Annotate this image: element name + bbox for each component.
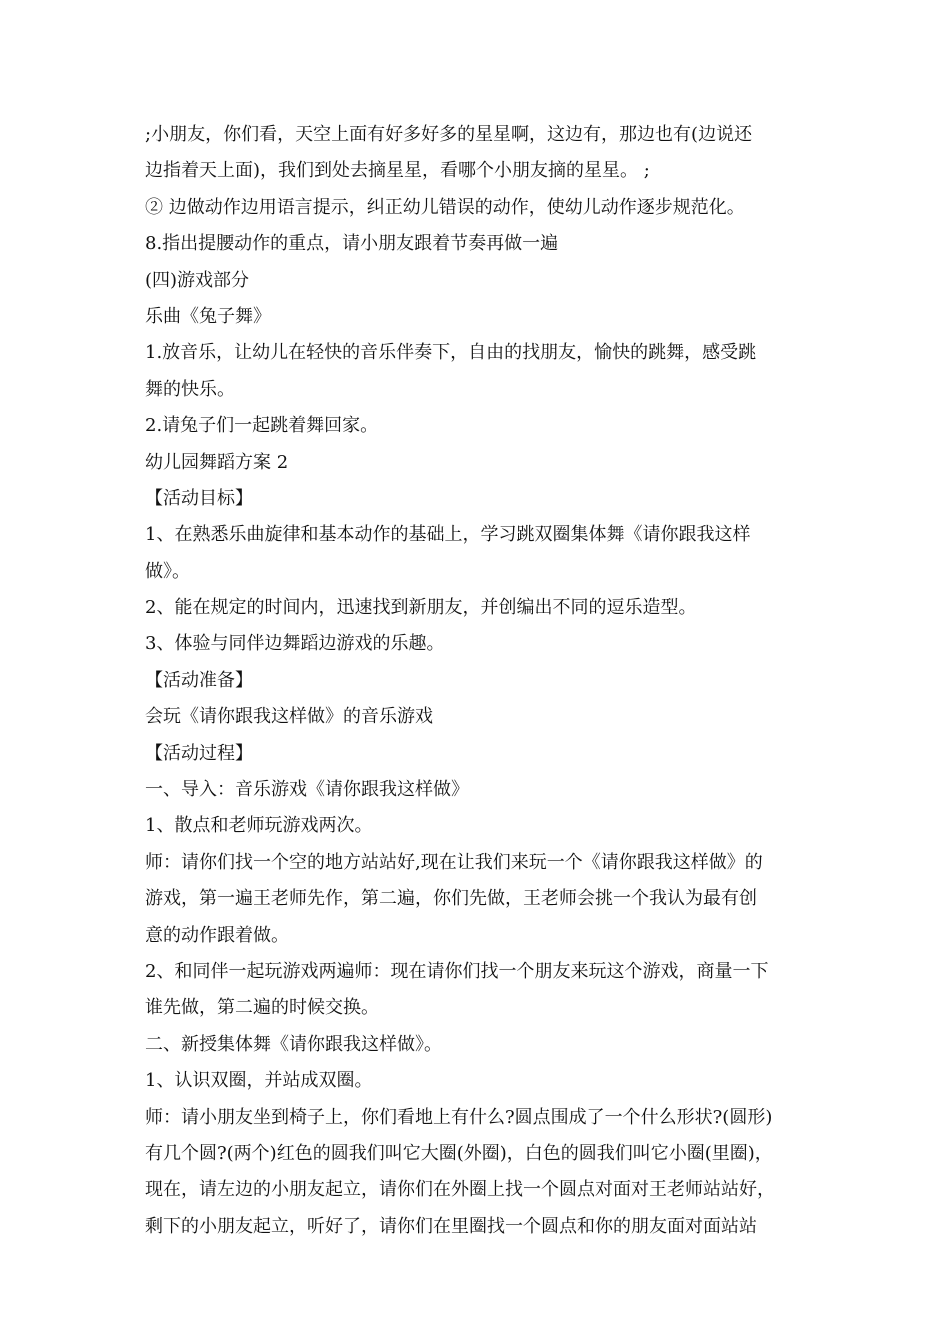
text-line: 剩下的小朋友起立，听好了，请你们在里圈找一个圆点和你的朋友面对面站站 <box>145 1215 757 1237</box>
section-heading: 【活动过程】 <box>145 742 253 764</box>
text-line: 现在，请左边的小朋友起立，请你们在外圈上找一个圆点对面对王老师站站好， <box>145 1179 775 1201</box>
text-line: 2、和同伴一起玩游戏两遍师：现在请你们找一个朋友来玩这个游戏，商量一下 <box>145 960 769 982</box>
text-line: 1、认识双圈，并站成双圈。 <box>145 1070 373 1092</box>
text-line: 1.放音乐，让幼儿在轻快的音乐伴奏下，自由的找朋友，愉快的跳舞，感受跳 <box>145 342 757 364</box>
document-title: 幼儿园舞蹈方案 2 <box>145 451 289 473</box>
text-line: ;小朋友，你们看，天空上面有好多好多的星星啊，这边有，那边也有(边说还 <box>145 124 753 145</box>
section-heading: 【活动目标】 <box>145 487 253 509</box>
text-line: 边指着天上面)，我们到处去摘星星，看哪个小朋友摘的星星。 ; <box>145 160 650 182</box>
text-line: 会玩《请你跟我这样做》的音乐游戏 <box>145 706 433 728</box>
text-line: 乐曲《兔子舞》 <box>145 305 271 327</box>
section-heading: (四)游戏部分 <box>145 269 250 291</box>
text-line: ② 边做动作边用语言提示，纠正幼儿错误的动作，使幼儿动作逐步规范化。 <box>145 196 745 218</box>
text-line: 师：请小朋友坐到椅子上，你们看地上有什么?圆点围成了一个什么形状?(圆形) <box>145 1106 773 1128</box>
text-line: 游戏，第一遍王老师先作，第二遍，你们先做，王老师会挑一个我认为最有创 <box>145 888 757 910</box>
text-line: 2.请兔子们一起跳着舞回家。 <box>145 415 379 437</box>
text-line: 二、新授集体舞《请你跟我这样做》。 <box>145 1033 442 1055</box>
text-line: 3、体验与同伴边舞蹈边游戏的乐趣。 <box>145 633 445 655</box>
document-body <box>145 117 815 1245</box>
text-line: 谁先做，第二遍的时候交换。 <box>145 997 379 1019</box>
text-line: 舞的快乐。 <box>145 378 235 400</box>
text-line: 1、在熟悉乐曲旋律和基本动作的基础上，学习跳双圈集体舞《请你跟我这样 <box>145 524 751 546</box>
text-line: 有几个圆?(两个)红色的圆我们叫它大圈(外圈)，白色的圆我们叫它小圈(里圈)， <box>145 1142 773 1164</box>
text-line: 意的动作跟着做。 <box>145 924 289 946</box>
text-line: 师：请你们找一个空的地方站站好,现在让我们来玩一个《请你跟我这样做》的 <box>145 851 763 873</box>
text-line: 1、散点和老师玩游戏两次。 <box>145 815 373 837</box>
text-line: 8.指出提腰动作的重点，请小朋友跟着节奏再做一遍 <box>145 233 559 255</box>
section-heading: 【活动准备】 <box>145 669 253 691</box>
text-line: 2、能在规定的时间内，迅速找到新朋友，并创编出不同的逗乐造型。 <box>145 597 697 619</box>
text-line: 做》。 <box>145 560 190 582</box>
text-line: 一、导入：音乐游戏《请你跟我这样做》 <box>145 779 469 801</box>
